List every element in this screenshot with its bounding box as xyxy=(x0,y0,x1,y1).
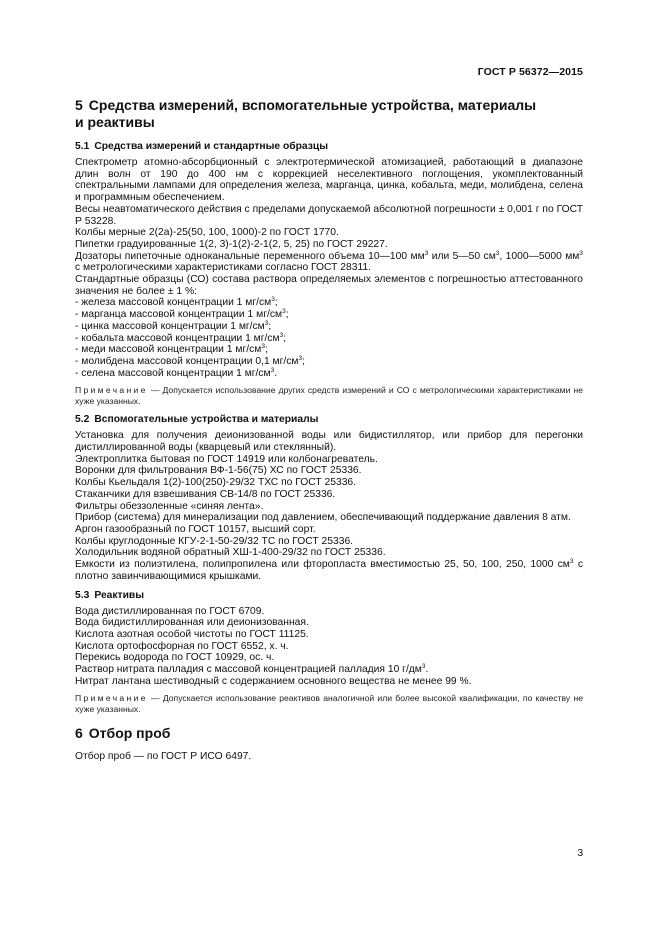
superscript: 3 xyxy=(282,308,286,316)
section-title-line2: и реактивы xyxy=(75,114,155,130)
paragraph: Аргон газообразный по ГОСТ 10157, высший сорт. xyxy=(75,523,316,535)
note-text: — Допускается использование реактивов аналогичной или более высокой квалификации, по качеству не хуже указанных. xyxy=(75,693,583,715)
list-item-end: ; xyxy=(283,332,287,344)
superscript: 3 xyxy=(279,331,284,339)
section-number: 6 xyxy=(75,725,83,742)
list-item-text: - кобальта массовой концентрации 1 мг/см xyxy=(75,332,280,344)
paragraph: Фильтры обеззоленные «синяя лента». xyxy=(75,500,264,512)
list-item xyxy=(75,321,583,333)
paragraph: Нитрат лантана шестиводный с содержанием основного вещества не менее 99 %. xyxy=(75,675,472,687)
list-item-text: - цинка массовой концентрации 1 мг/см xyxy=(75,320,265,332)
superscript: 3 xyxy=(421,663,426,671)
page-number: 3 xyxy=(577,848,583,859)
paragraph xyxy=(75,251,583,274)
paragraph: Перекись водорода по ГОСТ 10929, ос. ч. xyxy=(75,652,275,664)
section-number: 5 xyxy=(75,97,83,113)
list-item-end: ; xyxy=(268,320,272,332)
paragraph: Стандартные образцы (СО) состава раствора определяемых элементов с погрешностью аттестованного значения не более ± 1 %: xyxy=(75,274,583,297)
paragraph: Воронки для фильтрования ВФ-1-56(75) ХС по ГОСТ 25336. xyxy=(75,465,362,477)
superscript: 3 xyxy=(569,558,574,566)
list-item-text: - меди массовой концентрации 1 мг/см xyxy=(75,344,262,356)
note-label: Примечание xyxy=(75,385,148,396)
paragraph: Установка для получения деионизованной воды или бидистиллятор, или прибор для перегонки дистиллированной воды (кварцевый или стеклянный). xyxy=(75,430,583,454)
section-title-line1: Средства измерений, вспомогательные устройства, материалы xyxy=(88,97,537,113)
superscript: 3 xyxy=(264,319,269,327)
superscript: 3 xyxy=(261,343,265,351)
paragraph: Колбы мерные 2(2а)-25(50, 100, 1000)-2 по ГОСТ 1770. xyxy=(75,227,339,239)
superscript: 3 xyxy=(298,354,303,362)
text-run: или 5—50 см xyxy=(428,250,496,262)
list-item xyxy=(75,333,583,345)
text-run: с метрологическими характеристиками согласно ГОСТ 28311. xyxy=(75,262,372,274)
paragraph: Прибор (система) для минерализации под давлением, обеспечивающий поддержание давления 8 атм. xyxy=(75,512,571,524)
section-5-heading xyxy=(75,97,583,131)
text-run: Емкости из полиэтилена, полипропилена или фторопласта вместимостью 25, 50, 100, 250, 1000 см xyxy=(75,559,570,571)
paragraph: Колбы Кьельдаля 1(2)-100(250)-29/32 ТХС по ГОСТ 25336. xyxy=(75,477,357,489)
document-header: ГОСТ Р 56372—2015 xyxy=(477,66,583,78)
paragraph: Стаканчики для взвешивания СВ-14/8 по ГОСТ 25336. xyxy=(75,488,336,500)
text-run: Раствор нитрата палладия с массовой концентрацией палладия 10 г/дм xyxy=(75,664,422,676)
text-run: Дозаторы пипеточные одноканальные переменного объема 10—100 мм xyxy=(75,250,425,262)
note-label: Примечание xyxy=(75,693,148,704)
paragraph: Весы неавтоматического действия с пределами допускаемой абсолютной погрешности ± 0,001 г по ГОСТ Р 53228. xyxy=(75,203,583,227)
section-6-heading xyxy=(75,725,583,742)
paragraph: Кислота ортофосфорная по ГОСТ 6552, х. ч. xyxy=(75,640,289,652)
list-item xyxy=(75,309,583,321)
paragraph xyxy=(75,559,583,582)
list-item-end: ; xyxy=(274,297,278,309)
text-run: с плотно завинчивающимися крышками. xyxy=(75,559,583,582)
paragraph: Электроплитка бытовая по ГОСТ 14919 или колбонагреватель. xyxy=(75,453,378,465)
superscript: 3 xyxy=(270,366,275,374)
subsection-title: Средства измерений и стандартные образцы xyxy=(94,141,329,152)
list-item xyxy=(75,297,583,309)
subsection-number: 5.3 xyxy=(75,589,90,601)
paragraph: Пипетки градуированные 1(2, 3)-1(2)-2-1(2, 5, 25) по ГОСТ 29227. xyxy=(75,238,388,250)
superscript: 3 xyxy=(579,249,583,257)
paragraph: Холодильник водяной обратный ХШ-1-400-29/32 по ГОСТ 25336. xyxy=(75,547,386,559)
subsection-title: Вспомогательные устройства и материалы xyxy=(94,414,319,426)
subsection-number: 5.2 xyxy=(75,414,90,426)
note-5-1 xyxy=(75,385,583,407)
paragraph: Вода бидистиллированная или деионизованная. xyxy=(75,617,309,629)
list-item-end: ; xyxy=(264,344,268,356)
list-item-text: - селена массовой концентрации 1 мг/см xyxy=(75,367,271,379)
paragraph: Отбор проб — по ГОСТ Р ИСО 6497. xyxy=(75,751,252,763)
subsection-title: Реактивы xyxy=(94,589,145,601)
list-item xyxy=(75,356,583,368)
page-content xyxy=(75,97,583,763)
paragraph xyxy=(75,664,583,676)
note-text: — Допускается использование других средств измерений и СО с метрологическими характеристиками не хуже указанных. xyxy=(75,385,583,407)
list-item-end: ; xyxy=(302,355,305,367)
subsection-number: 5.1 xyxy=(75,141,90,152)
list-item-end: ; xyxy=(285,309,289,321)
list-item-end: . xyxy=(274,367,278,379)
list-item-text: - железа массовой концентрации 1 мг/см xyxy=(75,297,272,309)
superscript: 3 xyxy=(271,296,275,304)
subsection-5-3-heading xyxy=(75,589,583,602)
element-list xyxy=(75,297,583,379)
subsection-5-2-heading xyxy=(75,413,583,426)
text-run: . xyxy=(425,664,429,676)
paragraph: Колбы круглодонные КГУ-2-1-50-29/32 ТС по ГОСТ 25336. xyxy=(75,535,354,547)
note-5-3 xyxy=(75,693,583,715)
superscript: 3 xyxy=(495,249,500,257)
paragraph: Спектрометр атомно-абсорбционный с электротермической атомизацией, работающий в диапазоне длин волн от 190 до 400 нм с коррекцией неселективного поглощения, укомплектованный спектральными лампами для определения железа, марганца, цинка, кобальта, меди, молибдена, селена и программным обеспечением. xyxy=(75,157,583,204)
section-title: Отбор проб xyxy=(88,725,171,742)
superscript: 3 xyxy=(424,249,429,257)
list-item xyxy=(75,368,583,380)
subsection-5-1-heading xyxy=(75,140,583,153)
paragraph: Вода дистиллированная по ГОСТ 6709. xyxy=(75,605,265,617)
list-item-text: - марганца массовой концентрации 1 мг/см xyxy=(75,309,283,321)
list-item-text: - молибдена массовой концентрации 0,1 мг/см xyxy=(75,355,299,367)
text-run: , 1000—5000 мм xyxy=(499,250,580,262)
list-item xyxy=(75,344,583,356)
paragraph: Кислота азотная особой чистоты по ГОСТ 11125. xyxy=(75,628,309,640)
